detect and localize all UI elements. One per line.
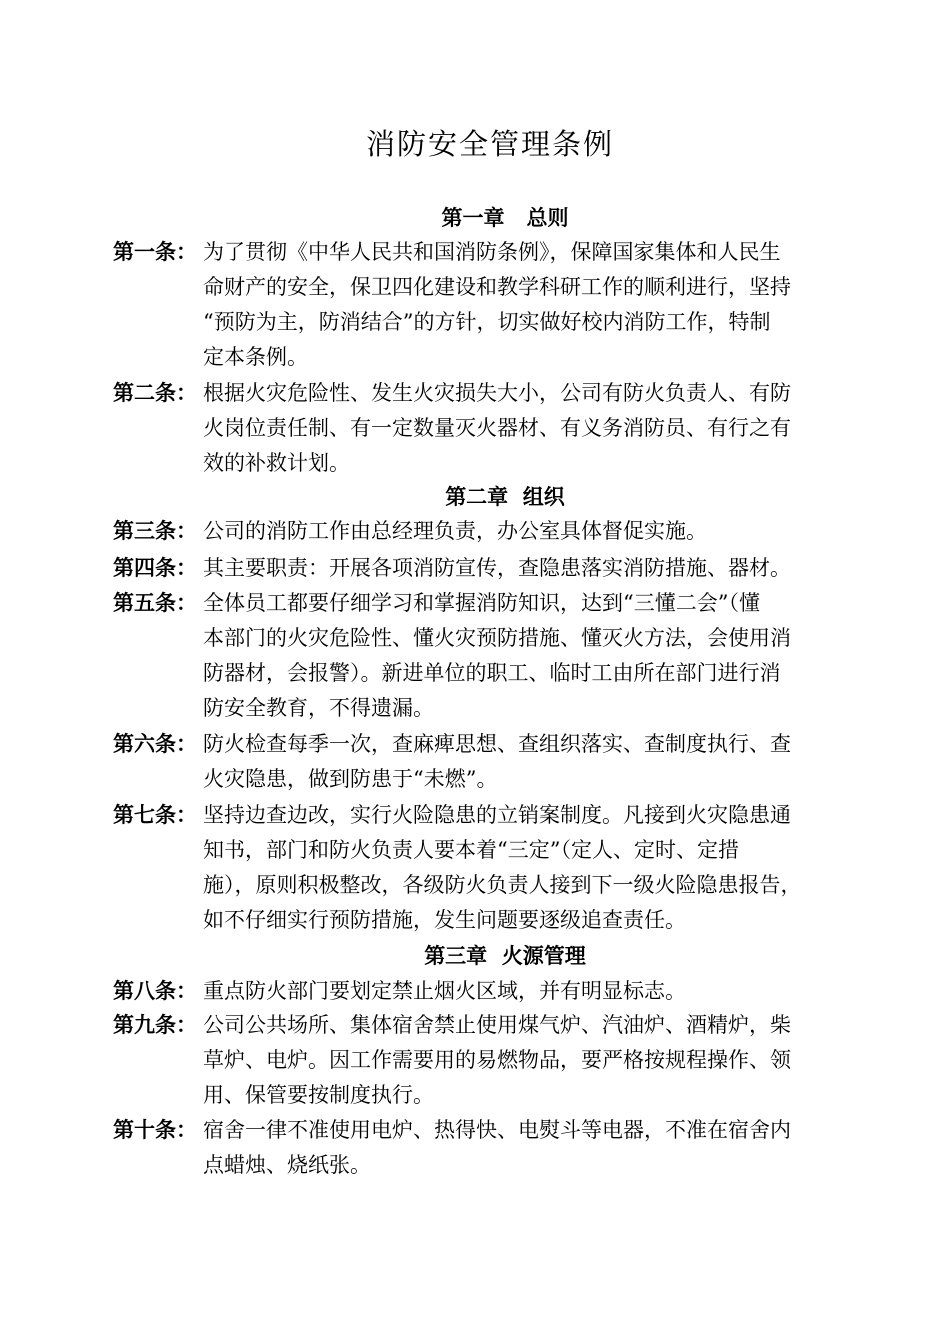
article-line: 知书，部门和防火负责人要本着“三定”（定人、定时、定措 [203, 838, 739, 862]
article-line: 为了贯彻《中华人民共和国消防条例》，保障国家集体和人民生 [203, 240, 781, 264]
article-line: 公司的消防工作由总经理负责，办公室具体督促实施。 [203, 519, 707, 543]
article-label: 第七条： [113, 802, 197, 827]
article-line: 用、保管要按制度执行。 [203, 1083, 434, 1107]
article-line: 施），原则积极整改，各级防火负责人接到下一级火险隐患报告， [203, 873, 802, 897]
article-line: 点蜡烛、烧纸张。 [203, 1153, 371, 1177]
article-label: 第八条： [113, 978, 197, 1003]
article-line: 全体员工都要仔细学习和掌握消防知识，达到“三懂二会”（懂 [203, 591, 760, 615]
article-line: 其主要职责：开展各项消防宣传，查隐患落实消防措施、器材。 [203, 556, 791, 580]
article-line: 本部门的火灾危险性、懂火灾预防措施、懂灭火方法，会使用消 [203, 626, 791, 650]
article-line: 火灾隐患，做到防患于“未燃”。 [203, 767, 498, 791]
chapter-heading-3: 第三章 火源管理 [424, 943, 586, 968]
article-label: 第五条： [113, 590, 197, 615]
article-line: 宿舍一律不准使用电炉、热得快、电熨斗等电器，不准在宿舍内 [203, 1118, 791, 1142]
article-line: 效的补救计划。 [203, 451, 350, 475]
article-label: 第六条： [113, 731, 197, 756]
article-line: “预防为主，防消结合”的方针，切实做好校内消防工作，特制 [203, 310, 771, 334]
article-label: 第四条： [113, 555, 197, 580]
article-label: 第十条： [113, 1117, 197, 1142]
article-line: 防火检查每季一次，查麻痺思想、查组织落实、查制度执行、查 [203, 732, 791, 756]
chapter-heading-1: 第一章 总则 [441, 205, 569, 230]
article-line: 根据火灾危险性、发生火灾损失大小，公司有防火负责人、有防 [203, 381, 791, 405]
article-line: 草炉、电炉。因工作需要用的易燃物品，要严格按规程操作、领 [203, 1048, 791, 1072]
article-line: 坚持边查边改，实行火险隐患的立销案制度。凡接到火灾隐患通 [203, 803, 791, 827]
article-line: 重点防火部门要划定禁止烟火区域，并有明显标志。 [203, 979, 686, 1003]
article-line: 公司公共场所、集体宿舍禁止使用煤气炉、汽油炉、酒精炉，柴 [203, 1013, 791, 1037]
article-line: 火岗位责任制、有一定数量灭火器材、有义务消防员、有行之有 [203, 416, 791, 440]
article-label: 第一条： [113, 239, 197, 264]
article-line: 如不仔细实行预防措施，发生问题要逐级追查责任。 [203, 908, 686, 932]
chapter-heading-2: 第二章 组织 [445, 484, 565, 509]
article-line: 命财产的安全，保卫四化建设和教学科研工作的顺利进行，坚持 [203, 275, 791, 299]
article-label: 第二条： [113, 380, 197, 405]
article-label: 第九条： [113, 1012, 197, 1037]
article-label: 第三条： [113, 518, 197, 543]
article-line: 防器材，会报警）。新进单位的职工、临时工由所在部门进行消 [203, 661, 781, 685]
article-line: 防安全教育，不得遗漏。 [203, 696, 434, 720]
document-title: 消防安全管理条例 [365, 127, 614, 161]
article-line: 定本条例。 [203, 345, 308, 369]
